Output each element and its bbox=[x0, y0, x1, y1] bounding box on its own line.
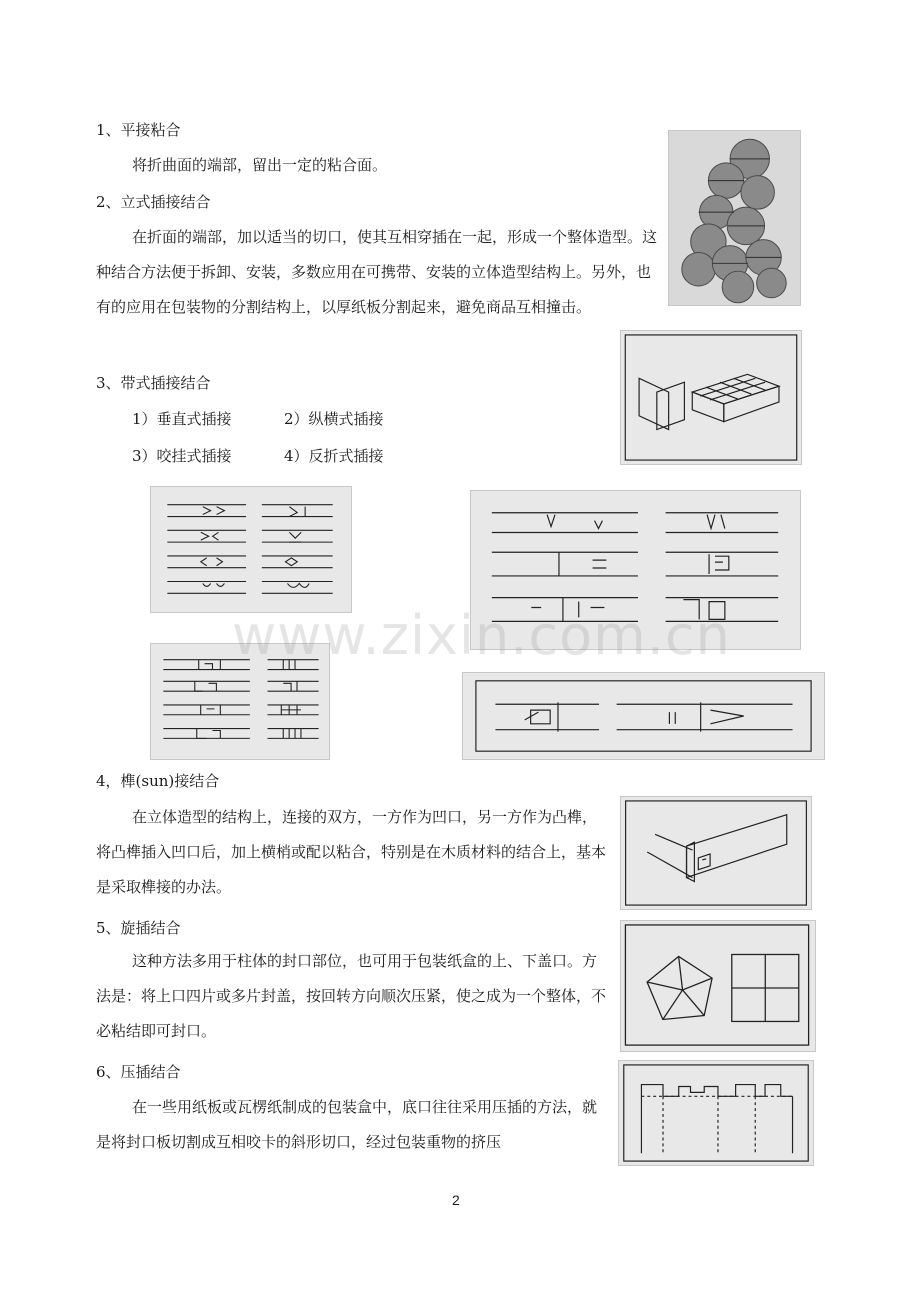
page-number: 2 bbox=[452, 1192, 460, 1208]
list-item-3: 3）咬挂式插接 bbox=[132, 447, 232, 465]
heading-4: 4，榫(sun)接结合 bbox=[96, 772, 220, 790]
watermark: www.zixin.com.cn bbox=[232, 604, 731, 667]
heading-3: 3、带式插接结合 bbox=[96, 374, 211, 392]
list-item-2: 2）纵横式插接 bbox=[284, 410, 384, 428]
figure-press-insert bbox=[618, 1060, 814, 1166]
figure-divider-box bbox=[620, 330, 802, 465]
photo-interlocking-discs bbox=[668, 130, 801, 306]
heading-6: 6、压插结合 bbox=[96, 1063, 181, 1081]
list-item-1: 1）垂直式插接 bbox=[132, 410, 232, 428]
figure-strip-insert-1 bbox=[150, 486, 352, 613]
figure-strip-insert-4 bbox=[462, 672, 825, 760]
paragraph-4: 在立体造型的结构上，连接的双方，一方作为凹口，另一方作为凸榫，将凸榫插入凹口后，加上横梢或配以粘合，特别是在木质材料的结合上，基本是采取榫接的办法。 bbox=[96, 808, 607, 896]
paragraph-5: 这种方法多用于柱体的封口部位，也可用于包装纸盒的上、下盖口。方法是：将上口四片或多片封盖，按回转方向顺次压紧，使之成为一个整体，不必粘结即可封口。 bbox=[96, 952, 607, 1040]
figure-rotary-insert bbox=[620, 920, 816, 1052]
heading-5: 5、旋插结合 bbox=[96, 919, 181, 937]
list-item-4: 4）反折式插接 bbox=[284, 447, 384, 465]
figure-tenon-joint bbox=[620, 796, 812, 910]
heading-2: 2、立式插接结合 bbox=[96, 193, 211, 211]
paragraph-1: 将折曲面的端部，留出一定的粘合面。 bbox=[132, 156, 388, 174]
heading-1: 1、平接粘合 bbox=[96, 121, 181, 139]
paragraph-2: 在折面的端部，加以适当的切口，使其互相穿插在一起，形成一个整体造型。这种结合方法便于拆卸、安装，多数应用在可携带、安装的立体造型结构上。另外，也有的应用在包装物的分割结构上，以厚纸板分割起来，避免商品互相撞击。 bbox=[96, 228, 658, 316]
paragraph-6: 在一些用纸板或瓦楞纸制成的包装盒中，底口往往采用压插的方法，就是将封口板切割成互相咬卡的斜形切口，经过包装重物的挤压 bbox=[96, 1098, 598, 1151]
